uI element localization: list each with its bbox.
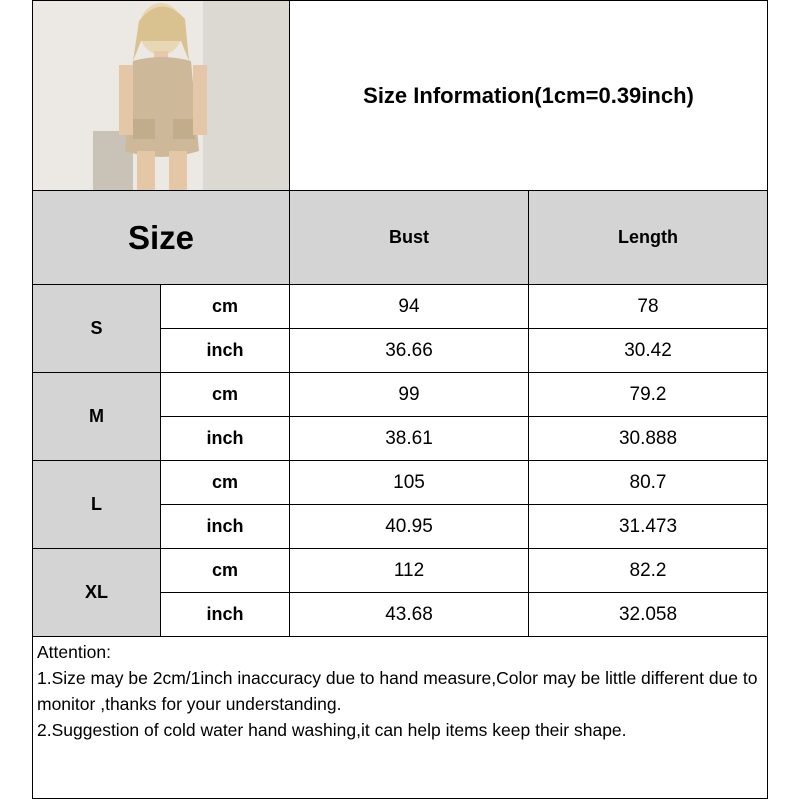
table-cell xyxy=(289,284,529,329)
unit-cell xyxy=(160,548,290,593)
notes-heading: Attention: xyxy=(37,642,111,662)
bust-value: 43.68 xyxy=(385,603,433,625)
bust-value: 36.66 xyxy=(385,339,433,361)
unit-label: inch xyxy=(206,516,244,536)
column-header-length-label: Length xyxy=(618,227,678,247)
unit-label: inch xyxy=(206,604,244,624)
size-label-cell xyxy=(32,460,161,549)
column-header-bust xyxy=(289,190,529,285)
length-value: 31.473 xyxy=(618,515,678,537)
unit-label: cm xyxy=(211,296,238,316)
unit-label: inch xyxy=(206,428,244,448)
column-header-bust-label: Bust xyxy=(389,227,429,247)
table-cell xyxy=(289,460,529,505)
notes-line-2: 2.Suggestion of cold water hand washing,it can help items keep their shape. xyxy=(37,720,627,740)
length-value: 78 xyxy=(637,295,659,317)
length-value: 82.2 xyxy=(629,559,667,581)
table-cell xyxy=(528,328,768,373)
bust-value: 38.61 xyxy=(385,427,433,449)
size-label: S xyxy=(90,318,103,338)
unit-label: cm xyxy=(211,384,238,404)
table-cell xyxy=(289,328,529,373)
notes-line-1: 1.Size may be 2cm/1inch inaccuracy due to hand measure,Color may be little different due to monitor ,thanks for your understanding. xyxy=(37,668,758,714)
attention-notes xyxy=(32,636,768,799)
size-label: XL xyxy=(84,582,108,602)
table-cell xyxy=(528,548,768,593)
table-cell xyxy=(289,416,529,461)
unit-cell xyxy=(160,416,290,461)
size-header: Size xyxy=(127,218,195,256)
size-info-title-cell xyxy=(289,0,768,191)
bust-value: 99 xyxy=(398,383,420,405)
table-cell xyxy=(528,416,768,461)
bust-value: 40.95 xyxy=(385,515,433,537)
bust-value: 94 xyxy=(398,295,420,317)
bust-value: 105 xyxy=(393,471,425,493)
size-label: L xyxy=(91,494,102,514)
unit-cell xyxy=(160,460,290,505)
table-cell xyxy=(528,284,768,329)
table-cell xyxy=(528,460,768,505)
length-value: 30.42 xyxy=(624,339,672,361)
size-header-cell xyxy=(32,190,290,285)
size-label-cell xyxy=(32,284,161,373)
table-cell xyxy=(289,548,529,593)
product-photo-illustration xyxy=(33,1,289,190)
unit-cell xyxy=(160,592,290,637)
unit-label: inch xyxy=(206,340,244,360)
length-value: 32.058 xyxy=(618,603,678,625)
column-header-length xyxy=(528,190,768,285)
table-cell xyxy=(528,372,768,417)
product-photo xyxy=(32,0,290,191)
unit-label: cm xyxy=(211,472,238,492)
bust-value: 112 xyxy=(393,559,425,581)
page-title: Size Information(1cm=0.39inch) xyxy=(363,82,694,108)
size-label-cell xyxy=(32,372,161,461)
table-cell xyxy=(289,592,529,637)
table-cell xyxy=(289,372,529,417)
unit-label: cm xyxy=(211,560,238,580)
table-cell xyxy=(289,504,529,549)
unit-cell xyxy=(160,284,290,329)
length-value: 30.888 xyxy=(618,427,678,449)
size-label: M xyxy=(89,406,104,426)
unit-cell xyxy=(160,372,290,417)
size-label-cell xyxy=(32,548,161,637)
unit-cell xyxy=(160,504,290,549)
table-cell xyxy=(528,504,768,549)
length-value: 79.2 xyxy=(629,383,667,405)
length-value: 80.7 xyxy=(629,471,667,493)
table-cell xyxy=(528,592,768,637)
unit-cell xyxy=(160,328,290,373)
